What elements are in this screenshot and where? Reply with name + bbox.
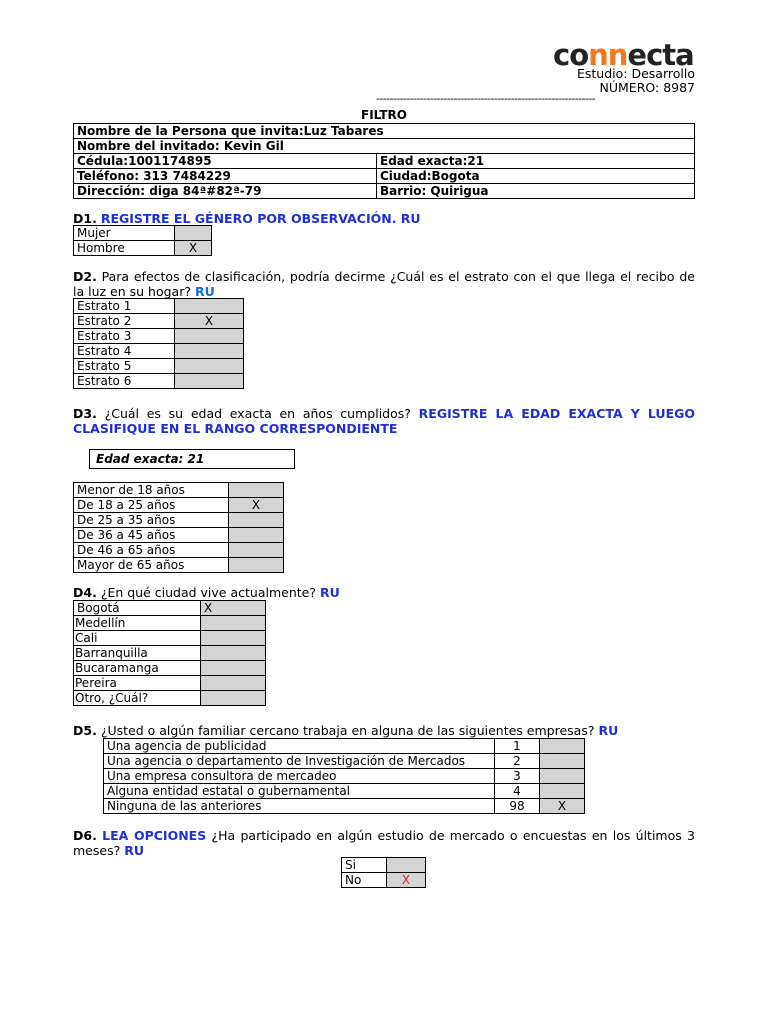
d1-table (73, 225, 212, 256)
table-row: Mayor de 65 años (74, 558, 284, 573)
direccion-cell: Dirección: diga 84ª#82ª-79 (74, 184, 377, 199)
table-row: Estrato 1 (74, 299, 244, 314)
d6-question: D6. LEA OPCIONES ¿Ha participado en algún estudio de mercado o encuestas en los últimos 3 meses? RU (73, 828, 695, 858)
table-row: Estrato 5 (74, 359, 244, 374)
d3-question: D3. ¿Cuál es su edad exacta en años cumplidos? REGISTRE LA EDAD EXACTA Y LUEGO CLASIFIQUE EN EL RANGO CORRESPONDIENTE (73, 406, 695, 436)
table-row: Pereira (74, 676, 266, 691)
table-row: Otro, ¿Cuál? (74, 691, 266, 706)
filtro-table (73, 123, 695, 199)
table-row: Estrato 6 (74, 374, 244, 389)
filtro-title: FILTRO (361, 108, 407, 122)
table-row: Cali (74, 631, 266, 646)
table-row: Estrato 2 X (74, 314, 244, 329)
edad-exacta-box: Edad exacta: 21 (89, 449, 295, 469)
table-row: Bogotá X (74, 601, 266, 616)
d2-question: D2. Para efectos de clasificación, podría decirme ¿Cuál es el estrato con el que llega el recibo de la luz en su hogar? RU (73, 269, 695, 299)
barrio-cell: Barrio: Quirigua (377, 184, 695, 199)
table-row: Alguna entidad estatal o gubernamental 4 (104, 784, 585, 799)
connecta-logo: connecta (553, 38, 694, 72)
edad-cell: Edad exacta:21 (377, 154, 695, 169)
cedula-cell: Cédula:1001174895 (74, 154, 377, 169)
table-row: Estrato 3 (74, 329, 244, 344)
table-row: Medellín (74, 616, 266, 631)
table-row: Si (342, 858, 426, 873)
invita-cell: Nombre de la Persona que invita:Luz Tabares (74, 124, 695, 139)
estudio-label: Estudio: Desarrollo (577, 66, 695, 81)
table-row: Una agencia o departamento de Investigación de Mercados 2 (104, 754, 585, 769)
table-row: No X (342, 873, 426, 888)
table-row: Hombre X (74, 241, 212, 256)
table-row: De 25 a 35 años (74, 513, 284, 528)
header-dash-line: ----------------------------------------------------------------- (376, 92, 596, 105)
d3-table (73, 482, 284, 573)
table-row: Una agencia de publicidad 1 (104, 739, 585, 754)
table-row: Mujer (74, 226, 212, 241)
table-row: Una empresa consultora de mercadeo 3 (104, 769, 585, 784)
d4-question: D4. ¿En qué ciudad vive actualmente? RU (73, 585, 340, 600)
d6-table (341, 857, 426, 888)
invitado-cell: Nombre del invitado: Kevin Gil (74, 139, 695, 154)
table-row: De 18 a 25 años X (74, 498, 284, 513)
table-row: De 46 a 65 años (74, 543, 284, 558)
d2-table (73, 298, 244, 389)
table-row: Ninguna de las anteriores 98 X (104, 799, 585, 814)
table-row: Estrato 4 (74, 344, 244, 359)
d4-table (73, 600, 266, 706)
d5-table (103, 738, 585, 814)
ciudad-cell: Ciudad:Bogota (377, 169, 695, 184)
table-row: De 36 a 45 años (74, 528, 284, 543)
d1-question: D1. REGISTRE EL GÉNERO POR OBSERVACIÓN. RU (73, 211, 421, 226)
d6-no-mark[interactable]: X (387, 873, 426, 888)
table-row: Menor de 18 años (74, 483, 284, 498)
table-row: Bucaramanga (74, 661, 266, 676)
telefono-cell: Teléfono: 313 7484229 (74, 169, 377, 184)
d5-question: D5. ¿Usted o algún familiar cercano trabaja en alguna de las siguientes empresas? RU (73, 723, 619, 738)
table-row: Barranquilla (74, 646, 266, 661)
numero-label: NÚMERO: 8987 (599, 80, 695, 95)
